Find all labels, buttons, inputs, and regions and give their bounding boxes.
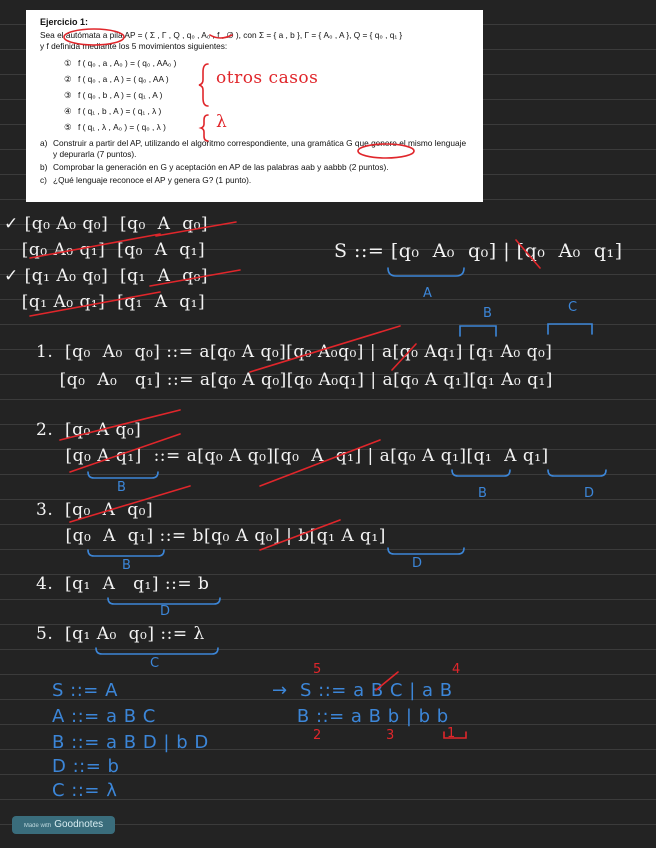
step-number-2: 2 — [313, 728, 322, 743]
item-2-line-1: 2. [q₀ A q₀] — [36, 420, 142, 440]
final-rule-A: A ::= a B C — [52, 706, 156, 727]
rule-5: ⑤ f ( q₁ , λ , A₀ ) = ( q₀ , λ ) — [64, 122, 166, 133]
question-a: a) Construir a partir del AP, utilizando el algoritmo correspondiente, una gramática G que genere el mismo lenguaje y depurarla (7 puntos). — [40, 138, 467, 159]
step-number-4: 4 — [452, 662, 461, 677]
otros-casos-annotation: otros casos — [216, 68, 319, 88]
exercise-intro-line2: y f definida mediante los 5 movimientos siguientes: — [40, 40, 228, 51]
label-A: A — [423, 286, 432, 301]
strike-line — [516, 240, 540, 268]
brace-annotation — [108, 598, 220, 604]
triplet-line-4: [q₁ A₀ q₁] [q₁ A q₁] — [4, 292, 206, 312]
brace-annotation — [96, 648, 218, 654]
brace-annotation — [388, 268, 464, 276]
step-number-1: 1 — [447, 726, 456, 741]
label-B-item3: B — [122, 558, 131, 573]
brace-annotation — [199, 64, 208, 106]
strike-line — [156, 222, 236, 236]
strike-line — [150, 270, 240, 286]
brace-annotation — [88, 472, 158, 478]
label-D-item3: D — [412, 556, 423, 571]
exercise-intro-line1: Sea el autómata a pila AP = ( Σ , Γ , Q , q₀ , A₀ , f , ∅ ), con Σ = { a , b }, Γ = { A₀ , A }, Q = { q₀ , q₁ } — [40, 30, 403, 41]
item-4: 4. [q₁ A q₁] ::= b — [36, 574, 210, 594]
brace-annotation — [444, 732, 466, 738]
strike-line — [60, 410, 180, 440]
item-3-line-1: 3. [q₀ A q₀] — [36, 500, 154, 520]
triplet-line-1: ✓ [q₀ A₀ q₀] [q₀ A q₀] — [4, 214, 209, 234]
strike-line — [392, 344, 416, 370]
label-B-item2-right: B — [478, 486, 487, 501]
start-rule: S ::= [q₀ A₀ q₀] | [q₀ A₀ q₁] — [334, 240, 623, 262]
label-C-top: C — [568, 300, 578, 315]
circle-annotation — [358, 144, 414, 158]
strike-line — [30, 234, 160, 258]
brace-annotation — [388, 548, 464, 554]
strike-line — [250, 326, 400, 372]
simplified-rule-B: B ::= a B b | b b — [272, 706, 449, 727]
strike-line — [70, 434, 180, 472]
strike-line — [376, 672, 398, 690]
circle-annotation — [64, 29, 124, 45]
brace-annotation — [201, 115, 208, 141]
brace-annotation — [460, 326, 496, 336]
question-c: c) ¿Qué lenguaje reconoce el AP y genera G? (1 punto). — [40, 175, 252, 186]
item-2-line-2: [q₀ A q₁] ::= a[q₀ A q₀][q₀ A q₁] | a[q₀ A q₁][q₁ A q₁] — [36, 446, 549, 466]
strike-line — [30, 292, 160, 316]
brace-annotation — [548, 324, 592, 334]
goodnotes-badge: Made with Goodnotes — [12, 816, 115, 834]
label-B-item2: B — [117, 480, 126, 495]
label-D-item2: D — [584, 486, 595, 501]
step-number-3: 3 — [386, 728, 395, 743]
rule-3: ③ f ( q₀ , b , A ) = ( q₁ , A ) — [64, 90, 163, 101]
lambda-annotation: λ — [216, 112, 228, 132]
triplet-line-3: ✓ [q₁ A₀ q₀] [q₁ A q₀] — [4, 266, 209, 286]
final-rule-C: C ::= λ — [52, 780, 118, 801]
brace-annotation — [452, 470, 510, 476]
item-1-line-1: 1. [q₀ A₀ q₀] ::= a[q₀ A q₀][q₀ A₀q₀] | a[q₀ Aq₁] [q₁ A₀ q₀] — [36, 342, 553, 362]
final-rule-B: B ::= a B D | b D — [52, 732, 209, 753]
item-1-line-2: [q₀ A₀ q₁] ::= a[q₀ A q₀][q₀ A₀q₁] | a[q₀ A q₁][q₁ A₀ q₁] — [36, 370, 553, 390]
step-number-5: 5 — [313, 662, 322, 677]
strike-line — [260, 440, 380, 486]
final-rule-D: D ::= b — [52, 756, 120, 777]
final-rule-S: S ::= A — [52, 680, 118, 701]
simplified-rule-S: → S ::= a B C | a B — [272, 680, 453, 701]
rule-1: ① f ( q₀ , a , A₀ ) = ( q₀ , AA₀ ) — [64, 58, 177, 69]
item-5: 5. [q₁ A₀ q₀] ::= λ — [36, 624, 205, 644]
rule-4: ④ f ( q₁ , b , A ) = ( q₁ , λ ) — [64, 106, 162, 117]
rule-2: ② f ( q₀ , a , A ) = ( q₀ , AA ) — [64, 74, 169, 85]
item-3-line-2: [q₀ A q₁] ::= b[q₀ A q₀] | b[q₁ A q₁] — [36, 526, 386, 546]
exercise-title: Ejercicio 1: — [40, 17, 89, 27]
triplet-line-2: [q₀ A₀ q₁] [q₀ A q₁] — [4, 240, 206, 260]
question-b: b) Comprobar la generación en G y aceptación en AP de las palabras aab y aabbb (2 puntos). — [40, 162, 389, 173]
brace-annotation — [88, 550, 164, 556]
label-C-item5: C — [150, 656, 160, 671]
strike-line — [70, 486, 190, 522]
brace-annotation — [548, 470, 606, 476]
label-B-top: B — [483, 306, 492, 321]
underline-annotation — [210, 35, 232, 38]
label-D-item4: D — [160, 604, 171, 619]
strike-line — [260, 520, 340, 550]
